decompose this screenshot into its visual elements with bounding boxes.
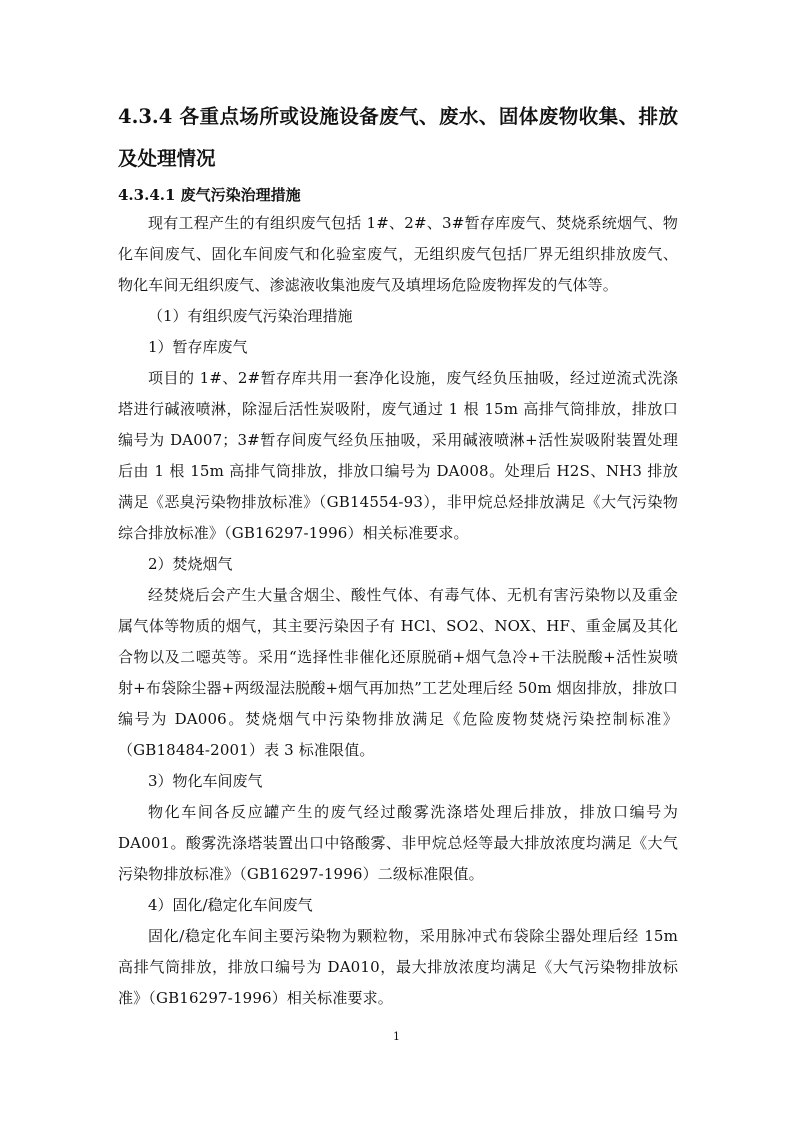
page-number: 1 bbox=[393, 1030, 400, 1043]
list-item-physchem-gas: 3）物化车间废气 bbox=[148, 772, 263, 790]
subsection-title: 废气污染治理措施 bbox=[180, 186, 301, 204]
list-item-solidification-gas: 4）固化/稳定化车间废气 bbox=[148, 896, 313, 914]
list-item-incineration-gas: 2）焚烧烟气 bbox=[148, 555, 233, 573]
paragraph-intro: 现有工程产生的有组织废气包括 1#、2#、3#暂存库废气、焚烧系统烟气、物化车间废气、固化车间废气和化验室废气，无组织废气包括厂界无组织排放废气、物化车间无组织废气、渗滤液收集池废气及填埋场危险废物挥发的气体等。 bbox=[118, 214, 678, 294]
subsection-heading bbox=[118, 182, 678, 208]
section-heading bbox=[118, 96, 678, 180]
paragraph-physchem-gas: 物化车间各反应罐产生的废气经过酸雾洗涤塔处理后排放，排放口编号为 DA001。酸雾洗涤塔装置出口中铬酸雾、非甲烷总烃等最大排放浓度均满足《大气污染物排放标准》（GB16297-1996）二级标准限值。 bbox=[118, 803, 678, 883]
section-number: 4.3.4 bbox=[118, 105, 173, 128]
paragraph-incineration-gas: 经焚烧后会产生大量含烟尘、酸性气体、有毒气体、无机有害污染物以及重金属气体等物质的烟气，其主要污染因子有 HCl、SO2、NOX、HF、重金属及其化合物以及二噁英等。采用“选择性非催化还原脱硝+烟气急冷+干法脱酸+活性炭喷射+布袋除尘器+两级湿法脱酸+烟气再加热”工艺处理后经 50m 烟囱排放，排放口编号为 DA006。焚烧烟气中污染物排放满足《危险废物焚烧污染控制标准》（GB18484-2001）表 3 标准限值。 bbox=[118, 586, 678, 759]
page-content bbox=[118, 96, 678, 1014]
section-title: 各重点场所或设施设备废气、废水、固体废物收集、排放及处理情况 bbox=[118, 105, 678, 170]
list-heading-organized-gas: （1）有组织废气污染治理措施 bbox=[148, 307, 353, 325]
list-item-storage-gas: 1）暂存库废气 bbox=[148, 338, 248, 356]
paragraph-solidification-gas: 固化/稳定化车间主要污染物为颗粒物，采用脉冲式布袋除尘器处理后经 15m 高排气筒排放，排放口编号为 DA010，最大排放浓度均满足《大气污染物排放标准》（GB16297-1996）相关标准要求。 bbox=[118, 927, 678, 1007]
paragraph-storage-gas: 项目的 1#、2#暂存库共用一套净化设施，废气经负压抽吸，经过逆流式洗涤塔进行碱液喷淋，除湿后活性炭吸附，废气通过 1 根 15m 高排气筒排放，排放口编号为 DA007；3#暂存间废气经负压抽吸，采用碱液喷淋+活性炭吸附装置处理后由 1 根 15m 高排气筒排放，排放口编号为 DA008。处理后 H2S、NH3 排放满足《恶臭污染物排放标准》（GB14554-93），非甲烷总烃排放满足《大气污染物综合排放标准》（GB16297-1996）相关标准要求。 bbox=[118, 369, 678, 542]
subsection-number: 4.3.4.1 bbox=[118, 186, 176, 204]
